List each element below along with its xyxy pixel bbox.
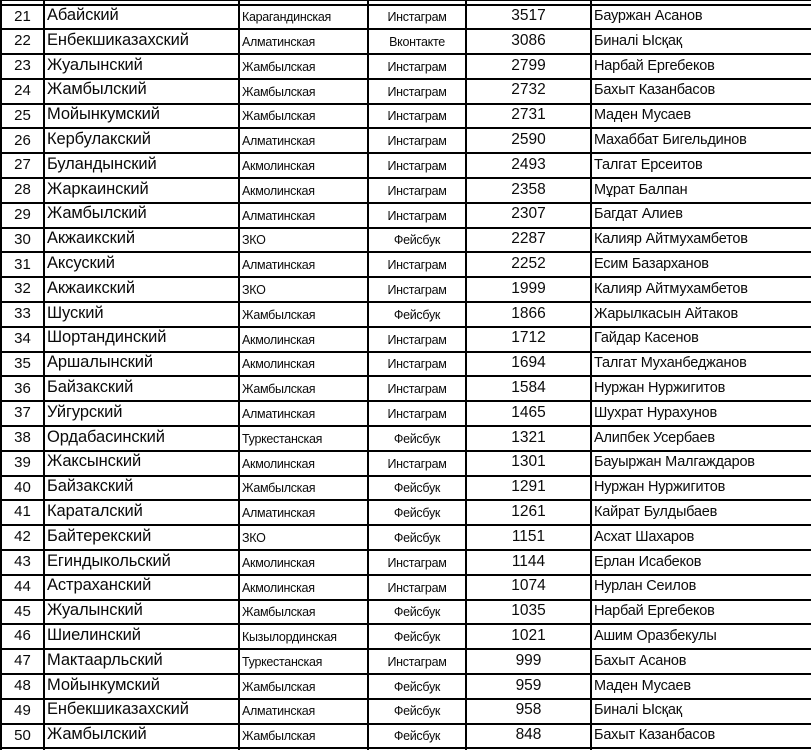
- district-cell: Абайский: [44, 5, 239, 30]
- region-cell: Жамбылская: [239, 724, 368, 749]
- platform-cell: Инстаграм: [368, 54, 466, 79]
- platform-cell: Инстаграм: [368, 5, 466, 30]
- table-row: [1, 500, 811, 525]
- platform-cell: Фейсбук: [368, 228, 466, 253]
- count-cell: 2590: [466, 128, 591, 153]
- person-cell: Нуржан Нуржигитов: [591, 376, 811, 401]
- district-cell: Енбекшиказахский: [44, 699, 239, 724]
- district-cell: Жамбылский: [44, 203, 239, 228]
- count-cell: 959: [466, 674, 591, 699]
- partial-cell: [239, 748, 368, 750]
- table-row: [1, 79, 811, 104]
- district-cell: Мактаарльский: [44, 649, 239, 674]
- count-cell: 2732: [466, 79, 591, 104]
- count-cell: 2287: [466, 228, 591, 253]
- count-cell: 1261: [466, 500, 591, 525]
- region-cell: Акмолинская: [239, 178, 368, 203]
- district-cell: Шортандинский: [44, 327, 239, 352]
- region-cell: ЗКО: [239, 525, 368, 550]
- table-row: [1, 252, 811, 277]
- count-cell: 2799: [466, 54, 591, 79]
- person-cell: Бахыт Казанбасов: [591, 724, 811, 749]
- count-cell: 1866: [466, 302, 591, 327]
- region-cell: Акмолинская: [239, 327, 368, 352]
- person-cell: Нарбай Ергебеков: [591, 54, 811, 79]
- count-cell: 958: [466, 699, 591, 724]
- platform-cell: Фейсбук: [368, 600, 466, 625]
- count-cell: 1465: [466, 401, 591, 426]
- person-cell: Бауржан Асанов: [591, 5, 811, 30]
- platform-cell: Фейсбук: [368, 476, 466, 501]
- person-cell: Бахыт Асанов: [591, 649, 811, 674]
- platform-cell: Инстаграм: [368, 327, 466, 352]
- district-cell: Буландынский: [44, 153, 239, 178]
- region-cell: Алматинская: [239, 252, 368, 277]
- platform-cell: Вконтакте: [368, 29, 466, 54]
- count-cell: 2307: [466, 203, 591, 228]
- count-cell: 1021: [466, 624, 591, 649]
- count-cell: 3517: [466, 5, 591, 30]
- table-row: [1, 649, 811, 674]
- platform-cell: Инстаграм: [368, 277, 466, 302]
- table-row: [1, 29, 811, 54]
- region-cell: Туркестанская: [239, 426, 368, 451]
- platform-cell: Инстаграм: [368, 153, 466, 178]
- rank-cell: 32: [1, 277, 44, 302]
- count-cell: 1694: [466, 352, 591, 377]
- person-cell: Шухрат Нурахунов: [591, 401, 811, 426]
- count-cell: 1035: [466, 600, 591, 625]
- count-cell: 1321: [466, 426, 591, 451]
- rank-cell: 40: [1, 476, 44, 501]
- rank-cell: 23: [1, 54, 44, 79]
- region-cell: Алматинская: [239, 500, 368, 525]
- rank-cell: 25: [1, 104, 44, 129]
- district-cell: Байтерекский: [44, 525, 239, 550]
- rank-cell: 41: [1, 500, 44, 525]
- table-row: [1, 426, 811, 451]
- rank-cell: 45: [1, 600, 44, 625]
- platform-cell: Фейсбук: [368, 624, 466, 649]
- platform-cell: Инстаграм: [368, 649, 466, 674]
- count-cell: 1291: [466, 476, 591, 501]
- region-cell: Алматинская: [239, 699, 368, 724]
- person-cell: Асхат Шахаров: [591, 525, 811, 550]
- person-cell: Гайдар Касенов: [591, 327, 811, 352]
- person-cell: Есим Базарханов: [591, 252, 811, 277]
- table-row: [1, 128, 811, 153]
- district-cell: Акжаикский: [44, 277, 239, 302]
- region-cell: Жамбылская: [239, 476, 368, 501]
- platform-cell: Фейсбук: [368, 699, 466, 724]
- region-cell: Жамбылская: [239, 104, 368, 129]
- person-cell: Ашим Оразбекулы: [591, 624, 811, 649]
- rank-cell: 22: [1, 29, 44, 54]
- district-cell: Енбекшиказахский: [44, 29, 239, 54]
- district-cell: Егиндыкольский: [44, 550, 239, 575]
- region-cell: Алматинская: [239, 401, 368, 426]
- table-row: [1, 5, 811, 30]
- table-row: [1, 476, 811, 501]
- district-cell: Жамбылский: [44, 79, 239, 104]
- person-cell: Бауыржан Малгаждаров: [591, 451, 811, 476]
- platform-cell: Инстаграм: [368, 128, 466, 153]
- person-cell: Жарылкасын Айтаков: [591, 302, 811, 327]
- rank-cell: 26: [1, 128, 44, 153]
- region-cell: Жамбылская: [239, 54, 368, 79]
- district-cell: Караталский: [44, 500, 239, 525]
- partial-row-bottom: [1, 748, 811, 750]
- table-row: [1, 228, 811, 253]
- count-cell: 1712: [466, 327, 591, 352]
- person-cell: Биналі Ысқақ: [591, 699, 811, 724]
- rank-cell: 27: [1, 153, 44, 178]
- region-cell: Акмолинская: [239, 451, 368, 476]
- platform-cell: Инстаграм: [368, 376, 466, 401]
- region-cell: Жамбылская: [239, 376, 368, 401]
- partial-cell: [591, 748, 811, 750]
- platform-cell: Инстаграм: [368, 352, 466, 377]
- table-row: [1, 624, 811, 649]
- person-cell: Нарбай Ергебеков: [591, 600, 811, 625]
- district-cell: Жаркаинский: [44, 178, 239, 203]
- person-cell: Нуржан Нуржигитов: [591, 476, 811, 501]
- table-row: [1, 178, 811, 203]
- person-cell: Талгат Муханбеджанов: [591, 352, 811, 377]
- count-cell: 1999: [466, 277, 591, 302]
- region-cell: Жамбылская: [239, 674, 368, 699]
- rank-cell: 37: [1, 401, 44, 426]
- table-row: [1, 277, 811, 302]
- district-cell: Уйгурский: [44, 401, 239, 426]
- person-cell: Калияр Айтмухамбетов: [591, 277, 811, 302]
- count-cell: 1074: [466, 575, 591, 600]
- rank-cell: 33: [1, 302, 44, 327]
- person-cell: Ерлан Исабеков: [591, 550, 811, 575]
- rank-cell: 50: [1, 724, 44, 749]
- rank-cell: 38: [1, 426, 44, 451]
- district-cell: Байзакский: [44, 376, 239, 401]
- rank-cell: 36: [1, 376, 44, 401]
- rank-cell: 21: [1, 5, 44, 30]
- district-cell: Жаксынский: [44, 451, 239, 476]
- region-cell: Акмолинская: [239, 575, 368, 600]
- platform-cell: Фейсбук: [368, 525, 466, 550]
- rank-cell: 39: [1, 451, 44, 476]
- rank-cell: 35: [1, 352, 44, 377]
- person-cell: Мұрат Балпан: [591, 178, 811, 203]
- district-cell: Жуалынский: [44, 54, 239, 79]
- partial-cell: [44, 748, 239, 750]
- district-cell: Шиелинский: [44, 624, 239, 649]
- platform-cell: Инстаграм: [368, 575, 466, 600]
- district-cell: Жамбылский: [44, 724, 239, 749]
- district-cell: Аксуский: [44, 252, 239, 277]
- rank-cell: 29: [1, 203, 44, 228]
- region-cell: Жамбылская: [239, 302, 368, 327]
- count-cell: 2358: [466, 178, 591, 203]
- region-cell: Кызылординская: [239, 624, 368, 649]
- platform-cell: Фейсбук: [368, 724, 466, 749]
- count-cell: 1584: [466, 376, 591, 401]
- person-cell: Багдат Алиев: [591, 203, 811, 228]
- person-cell: Биналі Ысқақ: [591, 29, 811, 54]
- platform-cell: Инстаграм: [368, 104, 466, 129]
- table-row: [1, 600, 811, 625]
- table-row: [1, 451, 811, 476]
- platform-cell: Инстаграм: [368, 550, 466, 575]
- region-cell: Алматинская: [239, 203, 368, 228]
- count-cell: 999: [466, 649, 591, 674]
- district-cell: Мойынкумский: [44, 104, 239, 129]
- platform-cell: Инстаграм: [368, 401, 466, 426]
- person-cell: Алипбек Усербаев: [591, 426, 811, 451]
- platform-cell: Инстаграм: [368, 79, 466, 104]
- count-cell: 2731: [466, 104, 591, 129]
- platform-cell: Фейсбук: [368, 500, 466, 525]
- region-cell: Жамбылская: [239, 79, 368, 104]
- rank-cell: 46: [1, 624, 44, 649]
- rank-cell: 24: [1, 79, 44, 104]
- district-cell: Ордабасинский: [44, 426, 239, 451]
- region-cell: Туркестанская: [239, 649, 368, 674]
- partial-cell: [368, 748, 466, 750]
- region-cell: Алматинская: [239, 128, 368, 153]
- table-row: [1, 352, 811, 377]
- count-cell: 3086: [466, 29, 591, 54]
- table-row: [1, 376, 811, 401]
- person-cell: Калияр Айтмухамбетов: [591, 228, 811, 253]
- person-cell: Нурлан Сеилов: [591, 575, 811, 600]
- table-row: [1, 327, 811, 352]
- rank-cell: 31: [1, 252, 44, 277]
- person-cell: Махаббат Бигельдинов: [591, 128, 811, 153]
- table-row: [1, 153, 811, 178]
- table-row: [1, 54, 811, 79]
- platform-cell: Инстаграм: [368, 178, 466, 203]
- count-cell: 1144: [466, 550, 591, 575]
- table-row: [1, 104, 811, 129]
- district-cell: Аршалынский: [44, 352, 239, 377]
- table-row: [1, 525, 811, 550]
- partial-cell: [1, 748, 44, 750]
- person-cell: Талгат Ерсеитов: [591, 153, 811, 178]
- platform-cell: Фейсбук: [368, 426, 466, 451]
- table-row: [1, 674, 811, 699]
- district-cell: Кербулакский: [44, 128, 239, 153]
- rank-cell: 42: [1, 525, 44, 550]
- rank-cell: 49: [1, 699, 44, 724]
- region-cell: Акмолинская: [239, 352, 368, 377]
- rank-cell: 47: [1, 649, 44, 674]
- count-cell: 848: [466, 724, 591, 749]
- table-row: [1, 550, 811, 575]
- district-cell: Шуский: [44, 302, 239, 327]
- table-row: [1, 203, 811, 228]
- region-cell: Акмолинская: [239, 153, 368, 178]
- table-body: [1, 1, 811, 751]
- region-cell: ЗКО: [239, 228, 368, 253]
- region-cell: ЗКО: [239, 277, 368, 302]
- district-cell: Жуалынский: [44, 600, 239, 625]
- rank-cell: 48: [1, 674, 44, 699]
- region-cell: Алматинская: [239, 29, 368, 54]
- count-cell: 2493: [466, 153, 591, 178]
- table-row: [1, 575, 811, 600]
- table-row: [1, 724, 811, 749]
- person-cell: Кайрат Булдыбаев: [591, 500, 811, 525]
- platform-cell: Фейсбук: [368, 674, 466, 699]
- platform-cell: Инстаграм: [368, 203, 466, 228]
- district-cell: Байзакский: [44, 476, 239, 501]
- platform-cell: Инстаграм: [368, 451, 466, 476]
- rank-cell: 34: [1, 327, 44, 352]
- district-cell: Акжаикский: [44, 228, 239, 253]
- rank-cell: 30: [1, 228, 44, 253]
- person-cell: Маден Мусаев: [591, 104, 811, 129]
- region-cell: Жамбылская: [239, 600, 368, 625]
- rank-cell: 28: [1, 178, 44, 203]
- platform-cell: Инстаграм: [368, 252, 466, 277]
- rank-cell: 44: [1, 575, 44, 600]
- table-row: [1, 699, 811, 724]
- region-cell: Карагандинская: [239, 5, 368, 30]
- count-cell: 1151: [466, 525, 591, 550]
- platform-cell: Фейсбук: [368, 302, 466, 327]
- district-cell: Астраханский: [44, 575, 239, 600]
- person-cell: Бахыт Казанбасов: [591, 79, 811, 104]
- table-row: [1, 302, 811, 327]
- count-cell: 1301: [466, 451, 591, 476]
- rank-cell: 43: [1, 550, 44, 575]
- person-cell: Маден Мусаев: [591, 674, 811, 699]
- region-cell: Акмолинская: [239, 550, 368, 575]
- table-row: [1, 401, 811, 426]
- count-cell: 2252: [466, 252, 591, 277]
- partial-cell: [466, 748, 591, 750]
- district-cell: Мойынкумский: [44, 674, 239, 699]
